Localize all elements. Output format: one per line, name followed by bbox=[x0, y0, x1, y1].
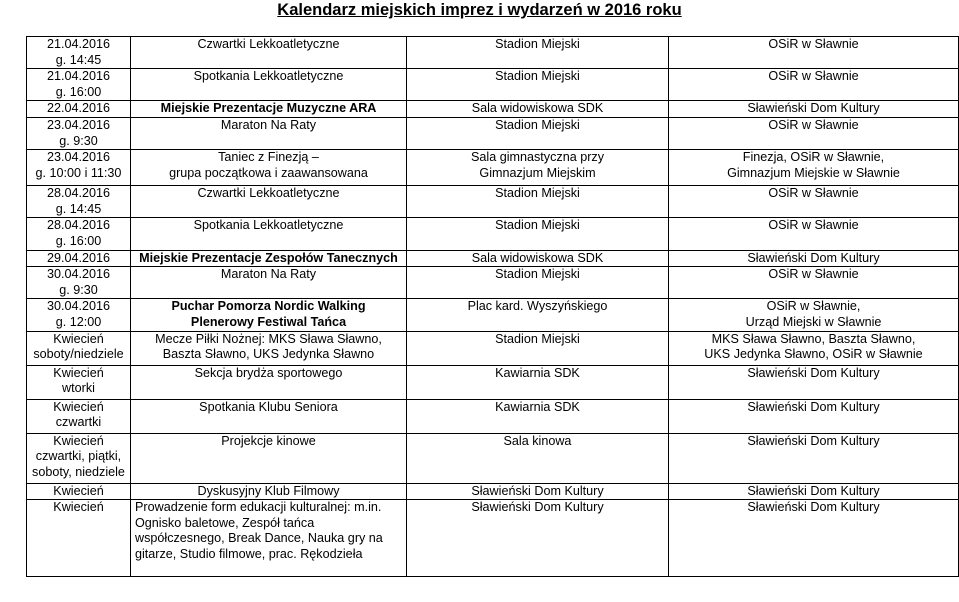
org-line: OSiR w Sławnie bbox=[768, 186, 859, 201]
place-line: Sala widowiskowa SDK bbox=[471, 101, 604, 116]
date-line: Kwiecień bbox=[53, 483, 104, 498]
event-line: Maraton Na Raty bbox=[220, 117, 317, 132]
org-line: OSiR w Sławnie bbox=[768, 37, 859, 51]
date-line: g. 9:30 bbox=[59, 282, 98, 297]
event-cell bbox=[131, 299, 407, 331]
event-cell bbox=[131, 433, 407, 483]
place-cell bbox=[407, 365, 669, 399]
date-line: 28.04.2016 bbox=[46, 218, 111, 233]
place-line: Stadion Miejski bbox=[495, 37, 580, 51]
event-line: Plenerowy Festiwal Tańca bbox=[190, 314, 347, 329]
date-cell bbox=[27, 433, 131, 483]
date-line: Kwiecień bbox=[53, 365, 104, 380]
date-cell bbox=[27, 365, 131, 399]
table-row bbox=[27, 117, 959, 149]
place-cell bbox=[407, 117, 669, 149]
date-cell bbox=[27, 69, 131, 101]
place-cell bbox=[407, 500, 669, 577]
date-line: 30.04.2016 bbox=[46, 267, 111, 282]
org-line: Sławieński Dom Kultury bbox=[747, 250, 880, 265]
event-cell bbox=[131, 101, 407, 118]
event-line: grupa początkowa i zaawansowana bbox=[169, 165, 368, 180]
org-cell bbox=[669, 218, 959, 250]
table-row bbox=[27, 399, 959, 433]
date-line: 29.04.2016 bbox=[46, 250, 111, 265]
date-line: soboty/niedziele bbox=[33, 347, 124, 362]
date-line: g. 16:00 bbox=[55, 84, 102, 99]
table-row bbox=[27, 150, 959, 186]
date-line: g. 16:00 bbox=[55, 233, 102, 248]
org-line: OSiR w Sławnie, bbox=[766, 299, 861, 314]
org-cell bbox=[669, 101, 959, 118]
org-cell bbox=[669, 299, 959, 331]
place-line: Kawiarnia SDK bbox=[495, 365, 580, 380]
org-cell bbox=[669, 250, 959, 267]
event-cell bbox=[131, 483, 407, 500]
event-cell bbox=[131, 218, 407, 250]
table-row bbox=[27, 186, 959, 218]
org-line: OSiR w Sławnie bbox=[768, 117, 859, 132]
place-cell bbox=[407, 69, 669, 101]
date-line: Kwiecień bbox=[53, 433, 104, 448]
org-cell bbox=[669, 186, 959, 218]
date-line: soboty, niedziele bbox=[32, 464, 125, 479]
place-line: Stadion Miejski bbox=[495, 218, 580, 233]
table-row bbox=[27, 250, 959, 267]
event-line: Sekcja brydża sportowego bbox=[194, 365, 343, 380]
date-cell bbox=[27, 483, 131, 500]
place-cell bbox=[407, 331, 669, 365]
date-line: g. 9:30 bbox=[59, 133, 98, 148]
place-line: Sala widowiskowa SDK bbox=[471, 250, 604, 265]
date-line: g. 14:45 bbox=[55, 52, 102, 67]
table-row bbox=[27, 331, 959, 365]
date-line: g. 12:00 bbox=[55, 314, 102, 329]
date-cell bbox=[27, 117, 131, 149]
event-cell bbox=[131, 500, 407, 577]
org-line: Sławieński Dom Kultury bbox=[747, 483, 880, 498]
event-line: Miejskie Prezentacje Zespołów Tanecznych bbox=[139, 250, 398, 265]
date-line: 21.04.2016 bbox=[46, 37, 111, 51]
date-line: Kwiecień bbox=[53, 500, 104, 515]
event-line: Mecze Piłki Nożnej: MKS Sława Sławno, bbox=[155, 331, 382, 346]
date-line: g. 10:00 i 11:30 bbox=[35, 165, 122, 180]
date-line: 23.04.2016 bbox=[46, 150, 111, 165]
org-cell bbox=[669, 500, 959, 577]
date-line: 23.04.2016 bbox=[46, 117, 111, 132]
table-row bbox=[27, 299, 959, 331]
events-table bbox=[26, 36, 959, 577]
date-cell bbox=[27, 267, 131, 299]
org-cell bbox=[669, 331, 959, 365]
date-cell bbox=[27, 331, 131, 365]
table-row bbox=[27, 37, 959, 69]
place-line: Sławieński Dom Kultury bbox=[471, 483, 604, 498]
place-line: Kawiarnia SDK bbox=[495, 399, 580, 414]
place-cell bbox=[407, 250, 669, 267]
table-row bbox=[27, 500, 959, 577]
date-cell bbox=[27, 101, 131, 118]
event-cell bbox=[131, 37, 407, 69]
event-line: Spotkania Klubu Seniora bbox=[199, 399, 338, 414]
place-line: Gimnazjum Miejskim bbox=[479, 165, 596, 180]
org-cell bbox=[669, 37, 959, 69]
place-cell bbox=[407, 186, 669, 218]
place-cell bbox=[407, 101, 669, 118]
event-line: Czwartki Lekkoatletyczne bbox=[197, 37, 340, 51]
org-line: Sławieński Dom Kultury bbox=[747, 500, 880, 515]
date-cell bbox=[27, 500, 131, 577]
org-line: MKS Sława Sławno, Baszta Sławno, bbox=[711, 331, 916, 346]
event-cell bbox=[131, 267, 407, 299]
org-cell bbox=[669, 399, 959, 433]
org-line: Gimnazjum Miejskie w Sławnie bbox=[727, 165, 900, 180]
date-cell bbox=[27, 218, 131, 250]
event-cell bbox=[131, 399, 407, 433]
place-cell bbox=[407, 218, 669, 250]
table-row bbox=[27, 483, 959, 500]
place-line: Sala kinowa bbox=[503, 433, 572, 448]
table-row bbox=[27, 101, 959, 118]
place-cell bbox=[407, 37, 669, 69]
date-line: 28.04.2016 bbox=[46, 186, 111, 201]
date-line: czwartki bbox=[55, 415, 102, 430]
table-row bbox=[27, 218, 959, 250]
table-row bbox=[27, 69, 959, 101]
place-line: Plac kard. Wyszyńskiego bbox=[467, 299, 608, 314]
date-cell bbox=[27, 37, 131, 69]
event-line: Spotkania Lekkoatletyczne bbox=[193, 69, 344, 84]
place-line: Sławieński Dom Kultury bbox=[471, 500, 604, 515]
date-cell bbox=[27, 399, 131, 433]
event-line: Baszta Sławno, UKS Jedynka Sławno bbox=[162, 347, 375, 362]
place-cell bbox=[407, 150, 669, 186]
place-cell bbox=[407, 267, 669, 299]
place-cell bbox=[407, 483, 669, 500]
date-cell bbox=[27, 299, 131, 331]
table-row bbox=[27, 433, 959, 483]
date-line: 22.04.2016 bbox=[46, 101, 111, 116]
place-line: Sala gimnastyczna przy bbox=[471, 150, 604, 165]
org-line: Sławieński Dom Kultury bbox=[747, 433, 880, 448]
date-line: wtorki bbox=[62, 381, 95, 396]
event-cell bbox=[131, 150, 407, 186]
place-cell bbox=[407, 399, 669, 433]
org-cell bbox=[669, 267, 959, 299]
place-line: Stadion Miejski bbox=[495, 186, 580, 201]
org-line: Sławieński Dom Kultury bbox=[747, 399, 880, 414]
date-cell bbox=[27, 150, 131, 186]
date-line: 30.04.2016 bbox=[46, 299, 111, 314]
event-line: Projekcje kinowe bbox=[221, 433, 316, 448]
place-line: Stadion Miejski bbox=[495, 117, 580, 132]
org-cell bbox=[669, 433, 959, 483]
event-line: Spotkania Lekkoatletyczne bbox=[193, 218, 344, 233]
date-line: czwartki, piątki, bbox=[35, 449, 122, 464]
event-cell bbox=[131, 69, 407, 101]
table-row bbox=[27, 365, 959, 399]
date-line: g. 14:45 bbox=[55, 201, 102, 216]
event-cell bbox=[131, 250, 407, 267]
org-line: Sławieński Dom Kultury bbox=[747, 365, 880, 380]
date-line: Kwiecień bbox=[53, 331, 104, 346]
org-line: UKS Jedynka Sławno, OSiR w Sławnie bbox=[704, 347, 923, 362]
table-row bbox=[27, 267, 959, 299]
org-cell bbox=[669, 69, 959, 101]
place-cell bbox=[407, 433, 669, 483]
place-line: Stadion Miejski bbox=[495, 267, 580, 282]
event-line: Puchar Pomorza Nordic Walking bbox=[171, 299, 366, 314]
date-line: Kwiecień bbox=[53, 399, 104, 414]
event-cell bbox=[131, 365, 407, 399]
event-line: współczesnego, Break Dance, Nauka gry na bbox=[135, 531, 383, 546]
place-cell bbox=[407, 299, 669, 331]
org-cell bbox=[669, 150, 959, 186]
org-line: Sławieński Dom Kultury bbox=[747, 101, 880, 116]
org-line: OSiR w Sławnie bbox=[768, 218, 859, 233]
place-line: Stadion Miejski bbox=[495, 69, 580, 84]
event-cell bbox=[131, 186, 407, 218]
org-cell bbox=[669, 365, 959, 399]
org-line: OSiR w Sławnie bbox=[768, 267, 859, 282]
event-cell bbox=[131, 117, 407, 149]
date-cell bbox=[27, 186, 131, 218]
event-line: Prowadzenie form edukacji kulturalnej: m.in. bbox=[135, 500, 382, 515]
page-title: Kalendarz miejskich imprez i wydarzeń w 2016 roku bbox=[277, 1, 682, 19]
event-line: Ognisko baletowe, Zespół tańca bbox=[135, 515, 315, 530]
org-cell bbox=[669, 117, 959, 149]
event-line: Miejskie Prezentacje Muzyczne ARA bbox=[160, 101, 377, 116]
event-line: Maraton Na Raty bbox=[220, 267, 317, 282]
org-line: Urząd Miejski w Sławnie bbox=[745, 314, 882, 329]
event-line: Czwartki Lekkoatletyczne bbox=[197, 186, 340, 201]
org-cell bbox=[669, 483, 959, 500]
event-cell bbox=[131, 331, 407, 365]
date-line: 21.04.2016 bbox=[46, 69, 111, 84]
org-line: OSiR w Sławnie bbox=[768, 69, 859, 84]
event-line: gitarze, Studio filmowe, prac. Rękodzieła bbox=[135, 546, 363, 561]
date-cell bbox=[27, 250, 131, 267]
place-line: Stadion Miejski bbox=[495, 331, 580, 346]
event-line: Dyskusyjny Klub Filmowy bbox=[197, 483, 340, 498]
event-line: Taniec z Finezją – bbox=[218, 150, 319, 165]
org-line: Finezja, OSiR w Sławnie, bbox=[742, 150, 885, 165]
